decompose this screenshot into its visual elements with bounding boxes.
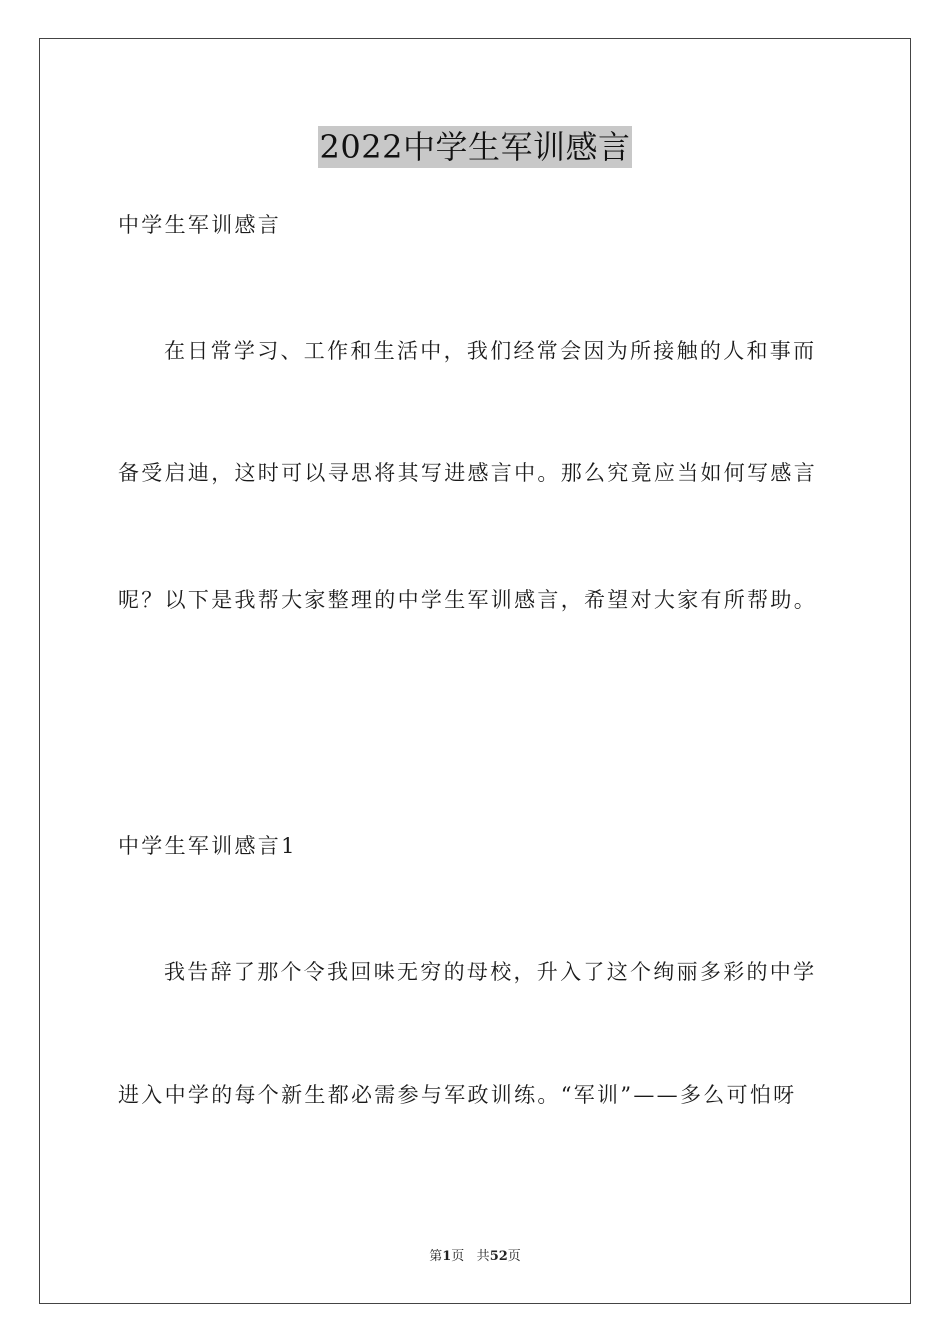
- footer-total-suffix: 页: [507, 1249, 521, 1264]
- section-heading-1: 中学生军训感言1: [118, 834, 297, 858]
- document-title: 2022中学生军训感言: [319, 128, 631, 166]
- footer-total-pages: 52: [489, 1249, 508, 1264]
- title-container: [0, 126, 950, 168]
- page-footer: [0, 1248, 950, 1266]
- paragraph-line: 我告辞了那个令我回味无穷的母校，升入了这个绚丽多彩的中学: [164, 960, 817, 984]
- footer-page-number: 1: [442, 1249, 452, 1264]
- footer-page-prefix: 第: [429, 1249, 443, 1264]
- paragraph-line: 在日常学习、工作和生活中，我们经常会因为所接触的人和事而: [164, 339, 817, 363]
- paragraph-line: 进入中学的每个新生都必需参与军政训练。“军训”——多么可怕呀: [118, 1083, 797, 1107]
- paragraph-line: 呢？以下是我帮大家整理的中学生军训感言，希望对大家有所帮助。: [118, 588, 817, 612]
- section-heading: 中学生军训感言: [118, 213, 282, 237]
- paragraph-line: 备受启迪，这时可以寻思将其写进感言中。那么究竟应当如何写感言: [118, 461, 817, 485]
- footer-total-prefix: 共: [476, 1249, 490, 1264]
- footer-page-suffix: 页: [451, 1249, 465, 1264]
